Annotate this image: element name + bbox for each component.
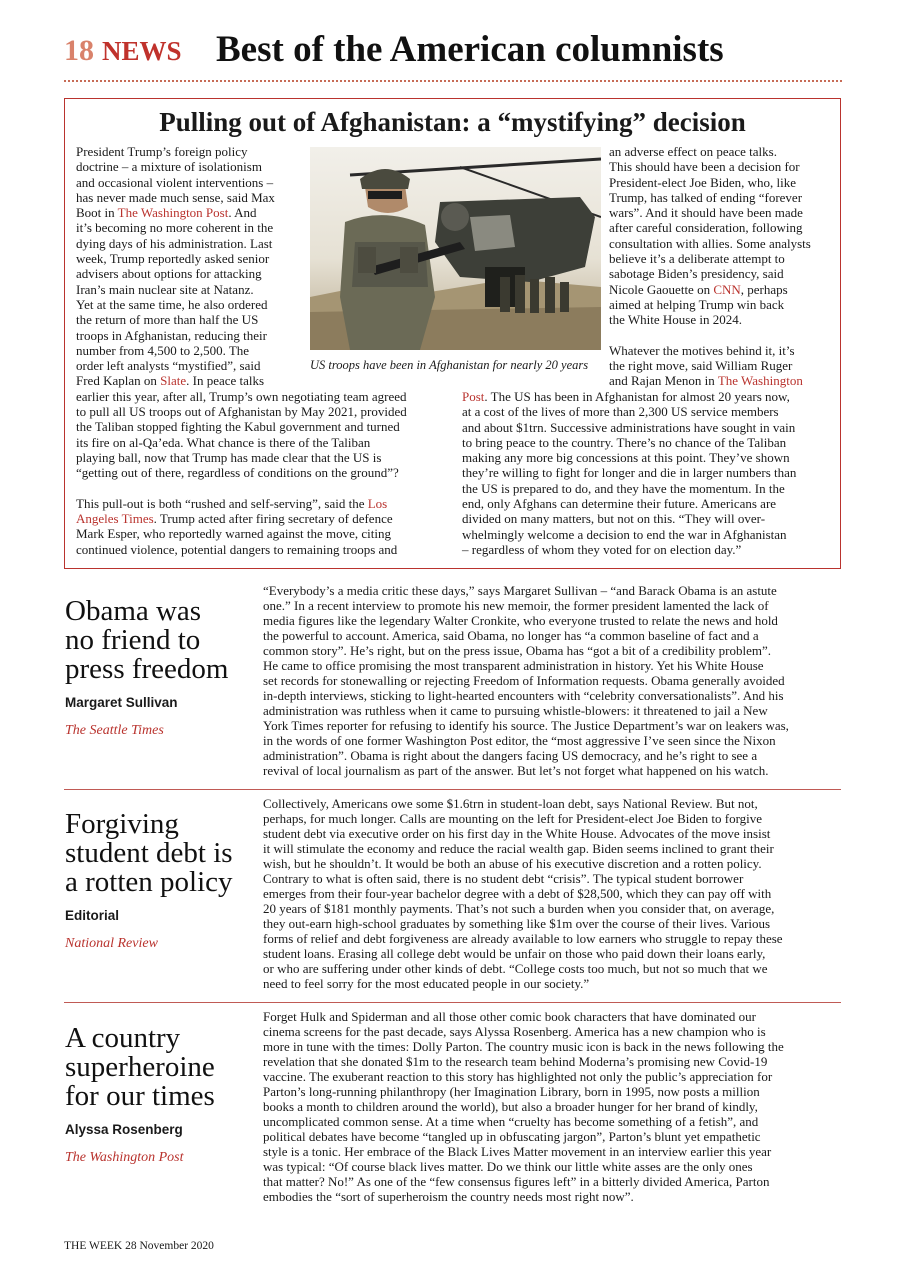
feature-title-line: superheroine [65,1051,215,1083]
text-line [76,205,407,220]
source-link[interactable]: Los [367,495,388,511]
text-line: books a month to children around the world), but also a broader hunger for her brand of kindly, [263,1099,758,1114]
text-run: end, only Afghans can determine their future. Americans are [462,496,777,512]
text-line [462,481,796,496]
text-run: Mark Esper, who reportedly warned against the move, citing [76,526,391,542]
source-link[interactable]: The Washington [717,373,803,389]
text-run: Whatever the motives behind it, it’s [609,342,795,358]
text-line: revelation that she donated $1m to the research team behind Moderna’s promising new Covid-19 [263,1054,768,1069]
text-line [76,481,407,496]
feature-title-line: press freedom [65,653,229,685]
feature-title [65,810,233,897]
text-run: playing ball, now that Trump has made clear that the US is [76,449,382,465]
feature-author: Editorial [65,908,120,923]
text-line: was typical: “Of course black lives matter. Do we think our little white asses are the only ones [263,1159,753,1174]
text-run: This should have been a decision for [609,159,800,175]
text-line: “Everybody’s a media critic these days,” says Margaret Sullivan – “and Barack Obama is an astute [263,583,777,598]
text-line: vaccine. The exuberant reaction to this story has highlighted not only the public’s appreciation for [263,1069,773,1084]
feature-title-line: A country [65,1022,181,1054]
text-run: advisers about options for attacking [76,266,262,282]
text-line: revival of local journalism as part of the answer. But let’s not forget what happened on his watch. [263,763,769,778]
feature-author: Alyssa Rosenberg [65,1122,183,1137]
feature-title-line: for our times [65,1080,215,1112]
feature-source: The Washington Post [65,1150,184,1165]
lead-article-title: Pulling out of Afghanistan: a “mystifying” decision [159,107,746,137]
text-line [609,190,811,205]
text-line [609,144,811,159]
text-line [462,527,796,542]
text-run: . In peace talks [186,373,265,389]
text-run: the White House in 2024. [609,312,742,328]
text-line [76,328,407,343]
text-run: , perhaps [740,281,788,297]
text-run: Trump, has talked of ending “forever [609,189,803,205]
feature-source: National Review [65,936,158,951]
text-run: and about $1trn. Successive administrations have sought in vain [462,419,796,435]
text-line: 20 years of $181 monthly payments. That’s not such a burden when you consider that, on average, [263,901,775,916]
text-line: media figures like the legendary Walter Cronkite, who everyone trusted to relate the news and hold [263,613,778,628]
text-run: at a cost of the lives of more than 2,300 US service members [462,404,779,420]
text-line [76,373,407,388]
lead-column-1 [76,144,407,557]
text-run: President-elect Joe Biden, who, like [609,174,797,190]
feature-title-line: no friend to [65,624,201,656]
text-run: and Rajan Menon in [609,373,718,389]
feature-obama [64,583,841,788]
lead-column-2-bottom [462,389,796,557]
text-line: it will stimulate the economy and reduce the racial wealth gap. Biden seems inclined to grant their [263,841,774,856]
feature-body [263,1009,784,1204]
text-line: perhaps, for much longer. Calls are mounting on the left for President-elect Joe Biden to forgive [263,811,763,826]
text-run: Yet at the same time, he also ordered [76,296,268,312]
lead-article [64,98,841,569]
text-line [76,419,407,434]
text-line [462,542,796,557]
text-line [76,389,407,404]
source-link[interactable]: Slate [160,373,187,389]
text-run: making any more big concessions at this point. They’ve shown [462,450,790,466]
text-run: Boot in [76,205,118,221]
text-line: in the words of one former Washington Post editor, the “most aggressive I’ve seen since the Nixon [263,733,776,748]
text-run: . And [228,205,257,221]
feature-author: Margaret Sullivan [65,695,178,710]
text-line [462,435,796,450]
text-run: Iran’s main nuclear site at Natanz. [76,281,254,297]
text-line [609,358,811,373]
text-line: uncomplicated common sense. At a time when “cruelty has become something of a fetish”, and [263,1114,759,1129]
text-run: sabotage Biden’s presidency, said [609,266,784,282]
text-run: doctrine – a mixture of isolationism [76,159,262,175]
text-line: set records for stonewalling or rejecting Freedom of Information requests. Obama generally avoided [263,673,785,688]
text-line [462,404,796,419]
text-run: to pull all US troops out of Afghanistan by May 2021, provided [76,404,407,420]
text-line [76,450,407,465]
source-link[interactable]: Angeles Times [76,511,154,527]
feature-title-line: a rotten policy [65,866,233,898]
text-run: . The US has been in Afghanistan for almost 20 years now, [484,389,790,404]
text-run: whelmingly welcome a decision to end the war in Afghanistan [462,526,787,542]
text-line [609,266,811,281]
text-line: wish, but he shouldn’t. It would be both an abuse of his executive discretion and a rotten policy. [263,856,762,871]
text-line [76,404,407,419]
feature-dolly-parton [64,1009,841,1214]
text-line: more in tune with the times: Dolly Parton. The country music icon is back in the news following the [263,1039,784,1054]
source-link[interactable]: CNN [713,281,741,297]
text-line [76,312,407,327]
text-run: aimed at helping Trump win back [609,296,785,312]
text-line [76,526,407,541]
feature-title [65,1024,215,1111]
text-line [609,251,811,266]
feature-title-line: student debt is [65,837,233,869]
feature-body [263,796,783,991]
feature-title-line: Obama was [65,595,202,627]
text-run: order left analysts “mystified”, said [76,358,261,374]
text-run: they’re willing to fight for longer and die in larger numbers than [462,465,797,481]
text-line: student debt via executive order on his first day in the White House. Advocates of the move insist [263,826,771,841]
text-run: wars”. And it should have been made [609,205,803,221]
lead-column-2-top [609,144,811,389]
text-run: the Taliban stopped fighting the Kabul government and turned [76,419,400,435]
text-line: in-depth interviews, sticking to light-hearted encounters with “celebrity conversationalists”. And his [263,688,784,703]
text-line [76,496,407,511]
text-run: number from 4,500 to 2,500. The [76,342,250,358]
text-run: consultation with allies. Some analysts [609,235,811,251]
text-run: troops in Afghanistan, reducing their [76,327,267,343]
text-line: Parton’s long-running philanthropy (her Imagination Library, born in 1995, now posts a million [263,1084,760,1099]
text-run: week, Trump reportedly asked senior [76,251,270,267]
feature-student-debt [64,796,841,1001]
text-line: York Times reporter for refusing to identify his source. The Justice Department’s war on leakers was, [263,718,789,733]
text-line: need to feel sorry for the most educated people in our society.” [263,976,590,991]
text-run: . Trump acted after firing secretary of defence [153,511,393,527]
text-line: or who are suffering under other kinds of debt. “College costs too much, but not so much that we [263,961,768,976]
section-divider [64,789,841,790]
text-line: student loans. Erasing all college debt would be unfair on those who paid down their loans early, [263,946,766,961]
section-divider [64,1002,841,1003]
text-line [462,465,796,480]
text-run: it’s becoming no more coherent in the [76,220,274,236]
text-run: after careful consideration, following [609,220,803,236]
text-run: its fire on al-Qa’eda. What chance is there of the Taliban [76,434,371,450]
text-line: cinema screens for the past decade, says Alyssa Rosenberg. America has a new champion who is [263,1024,766,1039]
text-line [76,159,407,174]
text-run: “getting out of there, regardless of conditions on the ground”? [76,465,399,481]
text-run: dying days of his administration. Last [76,235,273,251]
text-line [609,343,811,358]
text-line [76,175,407,190]
text-line [76,343,407,358]
text-run: an adverse effect on peace talks. [609,144,777,159]
text-line: He came to office promising the most transparent administration in history. Yet his White House [263,658,764,673]
text-line: emerges from their four-year bachelor degree with a debt of $28,500, which they can pay off with [263,886,772,901]
text-line [76,251,407,266]
text-line [76,266,407,281]
text-run: continued violence, potential dangers to remaining troops and [76,541,398,557]
feature-title [65,597,228,684]
text-run: – regardless of whom they voted for on election day.” [462,541,742,557]
text-line: Forget Hulk and Spiderman and all those other comic book characters that have dominated our [263,1009,756,1024]
text-run: This pull-out is both “rushed and self-serving”, said the [76,495,368,511]
text-run: has never made much sense, said Max [76,189,275,205]
text-run: the return of more than half the US [76,312,259,328]
text-line [76,542,407,557]
text-line: one.” In a recent interview to promote his new memoir, the former president lamented the lack of [263,598,769,613]
text-line [609,175,811,190]
text-line [76,190,407,205]
text-run: and occasional violent interventions – [76,174,274,190]
text-line [609,220,811,235]
text-line [462,389,796,404]
text-line: common story”. He’s right, but on the press issue, Obama has “got a bit of a credibility problem”. [263,643,771,658]
text-line [609,205,811,220]
text-run: to bring peace to the country. There’s no chance of the Taliban [462,434,787,450]
page-footer: THE WEEK 28 November 2020 [64,1240,214,1252]
text-line [76,465,407,480]
text-line [609,328,811,343]
text-line: Collectively, Americans owe some $1.6trn in student-loan debt, says National Review. But not, [263,796,758,811]
text-line [76,358,407,373]
page-headline: Best of the American columnists [216,29,724,70]
text-line [609,282,811,297]
text-line: administration”. Obama is right about the dangers facing US democracy, and he’s right to see a [263,748,758,763]
text-line [462,450,796,465]
text-line [76,220,407,235]
text-line [609,312,811,327]
feature-title-line: Forgiving [65,808,179,840]
section-label: NEWS [102,36,182,66]
text-line [76,435,407,450]
text-run: earlier this year, after all, Trump’s own negotiating team agreed [76,388,407,404]
text-run: Fred Kaplan on [76,373,161,389]
feature-body [263,583,789,778]
text-line [76,297,407,312]
text-line [462,420,796,435]
text-run: the right move, said William Ruger [609,358,793,374]
text-line [609,236,811,251]
text-line [76,144,407,159]
text-line: that matter? No!” As one of the “few consensus figures left” in a bitterly divided America, Parton [263,1174,770,1189]
text-line: they out-earn high-school graduates by something like $1m over the course of their lives. Various [263,916,770,931]
text-run: divided on many matters, but not on this. “They will over- [462,511,766,527]
text-line [609,373,811,388]
text-line: style is a tonic. Her embrace of the Black Lives Matter movement in an interview earlier this year [263,1144,772,1159]
text-line [609,297,811,312]
text-run: the US is prepared to do, and they have the momentum. In the [462,480,785,496]
text-line [76,511,407,526]
text-line [462,496,796,511]
text-line [462,511,796,526]
text-line: political debates have become “tangled up in obfuscating jargon”, Parton’s blunt yet empathetic [263,1129,761,1144]
text-line: forms of relief and debt forgiveness are already available to low earners who struggle to repay these [263,931,783,946]
text-line [609,159,811,174]
source-link[interactable]: Post [462,389,485,404]
feature-source: The Seattle Times [65,723,164,738]
text-run: President Trump’s foreign policy [76,144,248,159]
text-line: the powerful to account. America, said Obama, no longer has “a common baseline of fact and a [263,628,759,643]
page-header [64,30,842,82]
text-line [76,236,407,251]
text-line: administration was ruthless when it came to pursuing whistle-blowers: it threatened to jail a New [263,703,768,718]
page-number: 18 [64,34,94,67]
source-link[interactable]: The Washington Post [117,205,229,221]
text-line: Contrary to what is often said, there is no student debt “crisis”. The typical student borrower [263,871,744,886]
text-line [76,282,407,297]
photo-caption: US troops have been in Afghanistan for nearly 20 years [310,358,589,372]
text-run: Nicole Gaouette on [609,281,714,297]
text-run: believe it’s a deliberate attempt to [609,251,785,267]
text-line: embodies the “sort of superheroism the country needs most right now”. [263,1189,634,1204]
